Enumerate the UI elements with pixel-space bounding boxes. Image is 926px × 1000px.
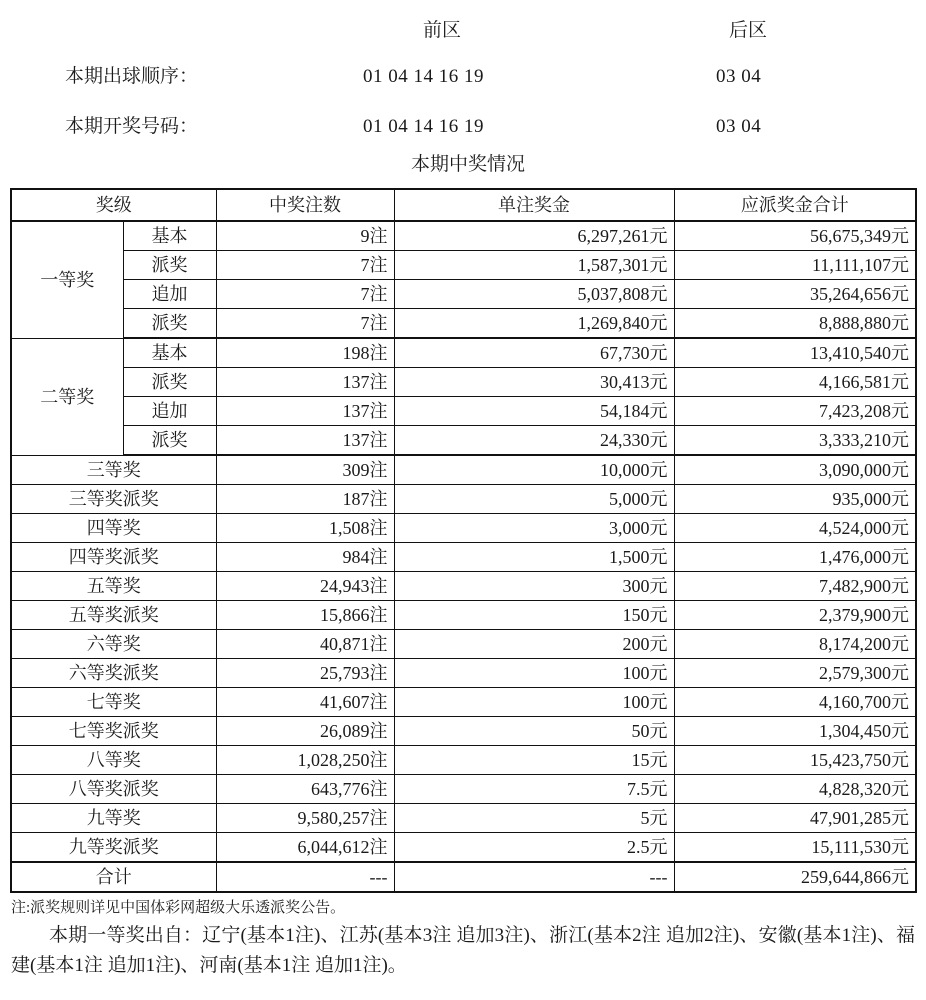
total-row-total: 259,644,866元 xyxy=(674,862,916,892)
table-row xyxy=(11,514,916,543)
grade-sub-label: 基本 xyxy=(123,221,216,251)
unit-prize: 15元 xyxy=(394,746,674,775)
grade-label: 四等奖 xyxy=(11,514,216,543)
table-row xyxy=(11,572,916,601)
header-count: 中奖注数 xyxy=(216,189,394,221)
unit-prize: 100元 xyxy=(394,659,674,688)
total-prize: 7,482,900元 xyxy=(674,572,916,601)
winning-number-label: 本期开奖号码： xyxy=(65,116,199,137)
grade-group-label: 二等奖 xyxy=(11,338,123,455)
prize-count: 198注 xyxy=(216,338,394,368)
table-row xyxy=(11,221,916,251)
prize-count: 187注 xyxy=(216,485,394,514)
note-line-1: 注:派奖规则详见中国体彩网超级大乐透派奖公告。 xyxy=(11,900,346,916)
front-zone-header: 前区 xyxy=(423,20,462,41)
prize-count: 137注 xyxy=(216,426,394,456)
table-row xyxy=(11,659,916,688)
grade-sub-label: 追加 xyxy=(123,397,216,426)
total-prize: 3,333,210元 xyxy=(674,426,916,456)
unit-prize: 1,587,301元 xyxy=(394,251,674,280)
total-prize: 7,423,208元 xyxy=(674,397,916,426)
grade-label: 六等奖 xyxy=(11,630,216,659)
unit-prize: 5,000元 xyxy=(394,485,674,514)
header-unit-prize: 单注奖金 xyxy=(394,189,674,221)
table-row xyxy=(11,717,916,746)
unit-prize: 2.5元 xyxy=(394,833,674,863)
table-header-row xyxy=(11,189,916,221)
prize-count: 7注 xyxy=(216,280,394,309)
total-prize: 2,379,900元 xyxy=(674,601,916,630)
table-row xyxy=(11,397,916,426)
ball-order-back-numbers: 03 04 xyxy=(716,66,762,87)
table-total-row xyxy=(11,862,916,892)
total-prize: 4,160,700元 xyxy=(674,688,916,717)
grade-label: 三等奖 xyxy=(11,455,216,485)
unit-prize: 6,297,261元 xyxy=(394,221,674,251)
grade-label: 三等奖派奖 xyxy=(11,485,216,514)
total-row-count: --- xyxy=(216,862,394,892)
prize-count: 25,793注 xyxy=(216,659,394,688)
prize-count: 7注 xyxy=(216,309,394,339)
prize-count: 41,607注 xyxy=(216,688,394,717)
prize-count: 643,776注 xyxy=(216,775,394,804)
total-prize: 11,111,107元 xyxy=(674,251,916,280)
table-row xyxy=(11,368,916,397)
grade-sub-label: 派奖 xyxy=(123,426,216,456)
grade-sub-label: 追加 xyxy=(123,280,216,309)
prize-count: 9注 xyxy=(216,221,394,251)
prize-count: 1,028,250注 xyxy=(216,746,394,775)
total-prize: 1,304,450元 xyxy=(674,717,916,746)
table-row xyxy=(11,688,916,717)
grade-sub-label: 派奖 xyxy=(123,368,216,397)
unit-prize: 5元 xyxy=(394,804,674,833)
prize-table-title: 本期中奖情况 xyxy=(410,154,525,175)
prize-count: 26,089注 xyxy=(216,717,394,746)
notes-block xyxy=(0,897,926,981)
grade-sub-label: 派奖 xyxy=(123,251,216,280)
unit-prize: 30,413元 xyxy=(394,368,674,397)
total-prize: 13,410,540元 xyxy=(674,338,916,368)
grade-label: 八等奖派奖 xyxy=(11,775,216,804)
prize-table-body xyxy=(11,221,916,892)
total-row-unit: --- xyxy=(394,862,674,892)
prize-count: 984注 xyxy=(216,543,394,572)
prize-count: 6,044,612注 xyxy=(216,833,394,863)
prize-count: 24,943注 xyxy=(216,572,394,601)
ball-order-front-numbers: 01 04 14 16 19 xyxy=(363,66,484,87)
prize-count: 137注 xyxy=(216,397,394,426)
prize-count: 9,580,257注 xyxy=(216,804,394,833)
prize-count: 7注 xyxy=(216,251,394,280)
ball-order-label: 本期出球顺序： xyxy=(65,66,199,87)
grade-sub-label: 派奖 xyxy=(123,309,216,339)
table-row xyxy=(11,775,916,804)
unit-prize: 1,500元 xyxy=(394,543,674,572)
total-prize: 3,090,000元 xyxy=(674,455,916,485)
grade-label: 六等奖派奖 xyxy=(11,659,216,688)
table-row xyxy=(11,338,916,368)
total-prize: 8,174,200元 xyxy=(674,630,916,659)
unit-prize: 200元 xyxy=(394,630,674,659)
unit-prize: 1,269,840元 xyxy=(394,309,674,339)
grade-label: 五等奖派奖 xyxy=(11,601,216,630)
unit-prize: 100元 xyxy=(394,688,674,717)
winning-number-row xyxy=(0,110,926,144)
unit-prize: 54,184元 xyxy=(394,397,674,426)
unit-prize: 7.5元 xyxy=(394,775,674,804)
draw-result-block xyxy=(0,0,926,152)
grade-label: 四等奖派奖 xyxy=(11,543,216,572)
grade-label: 七等奖派奖 xyxy=(11,717,216,746)
total-prize: 15,111,530元 xyxy=(674,833,916,863)
back-zone-header: 后区 xyxy=(729,20,768,41)
unit-prize: 67,730元 xyxy=(394,338,674,368)
unit-prize: 300元 xyxy=(394,572,674,601)
table-row xyxy=(11,426,916,456)
unit-prize: 10,000元 xyxy=(394,455,674,485)
grade-sub-label: 基本 xyxy=(123,338,216,368)
prize-table xyxy=(10,188,917,893)
total-prize: 8,888,880元 xyxy=(674,309,916,339)
table-row xyxy=(11,280,916,309)
table-row xyxy=(11,601,916,630)
table-row xyxy=(11,746,916,775)
table-row xyxy=(11,833,916,863)
total-prize: 935,000元 xyxy=(674,485,916,514)
total-prize: 4,828,320元 xyxy=(674,775,916,804)
total-prize: 1,476,000元 xyxy=(674,543,916,572)
header-grade: 奖级 xyxy=(11,189,216,221)
ball-order-row xyxy=(0,60,926,94)
grade-label: 九等奖派奖 xyxy=(11,833,216,863)
prize-count: 309注 xyxy=(216,455,394,485)
prize-table-header xyxy=(11,189,916,221)
total-prize: 4,524,000元 xyxy=(674,514,916,543)
total-prize: 35,264,656元 xyxy=(674,280,916,309)
grade-label: 七等奖 xyxy=(11,688,216,717)
table-row xyxy=(11,485,916,514)
header-total-prize: 应派奖金合计 xyxy=(674,189,916,221)
prize-count: 40,871注 xyxy=(216,630,394,659)
prize-count: 137注 xyxy=(216,368,394,397)
prize-count: 1,508注 xyxy=(216,514,394,543)
grade-label: 八等奖 xyxy=(11,746,216,775)
table-row xyxy=(11,804,916,833)
table-row xyxy=(11,309,916,339)
total-prize: 2,579,300元 xyxy=(674,659,916,688)
unit-prize: 50元 xyxy=(394,717,674,746)
grade-label: 九等奖 xyxy=(11,804,216,833)
unit-prize: 150元 xyxy=(394,601,674,630)
unit-prize: 24,330元 xyxy=(394,426,674,456)
table-row xyxy=(11,455,916,485)
first-prize-origin-note: 本期一等奖出自：辽宁(基本1注)、江苏(基本3注 追加3注)、浙江(基本2注 追加2注)、安徽(基本1注)、福建(基本1注 追加1注)、河南(基本1注 追加1注)。 xyxy=(11,925,915,976)
total-prize: 4,166,581元 xyxy=(674,368,916,397)
total-row-label: 合计 xyxy=(11,862,216,892)
total-prize: 56,675,349元 xyxy=(674,221,916,251)
unit-prize: 3,000元 xyxy=(394,514,674,543)
zone-headers xyxy=(0,16,926,46)
grade-label: 五等奖 xyxy=(11,572,216,601)
grade-group-label: 一等奖 xyxy=(11,221,123,338)
table-row xyxy=(11,251,916,280)
prize-count: 15,866注 xyxy=(216,601,394,630)
winning-number-back-numbers: 03 04 xyxy=(716,116,762,137)
total-prize: 47,901,285元 xyxy=(674,804,916,833)
table-row xyxy=(11,630,916,659)
winning-number-front-numbers: 01 04 14 16 19 xyxy=(363,116,484,137)
unit-prize: 5,037,808元 xyxy=(394,280,674,309)
total-prize: 15,423,750元 xyxy=(674,746,916,775)
table-row xyxy=(11,543,916,572)
